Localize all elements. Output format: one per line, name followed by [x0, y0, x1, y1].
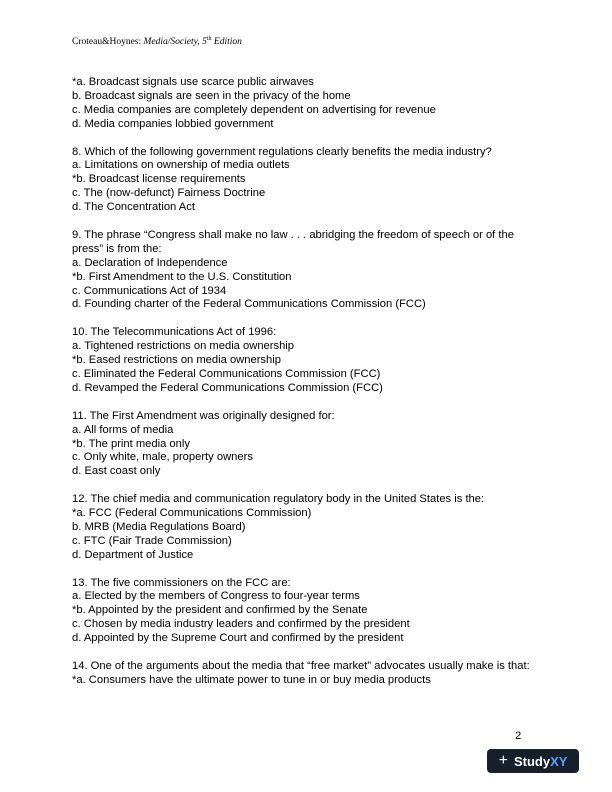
running-header	[72, 37, 242, 47]
answer-option: a. Limitations on ownership of media outlets	[72, 159, 290, 172]
answer-option: b. MRB (Media Regulations Board)	[72, 520, 246, 533]
question-text: 10. The Telecommunications Act of 1996:	[72, 326, 277, 339]
header-authors: Croteau&Hoynes:	[72, 37, 142, 47]
answer-option: c. Communications Act of 1934	[72, 284, 227, 297]
question-text: 12. The chief media and communication regulatory body in the United States is the:	[72, 493, 485, 506]
answer-option: d. Founding charter of the Federal Communications Commission (FCC)	[72, 298, 426, 311]
answer-option: d. The Concentration Act	[72, 201, 195, 214]
question-text: 13. The five commissioners on the FCC are:	[72, 576, 291, 589]
answer-option: d. Appointed by the Supreme Court and confirmed by the president	[72, 632, 404, 645]
answer-option: d. Revamped the Federal Communications Commission (FCC)	[72, 381, 383, 394]
answer-option: *a. Broadcast signals use scarce public airwaves	[72, 76, 314, 88]
answer-option: *b. Broadcast license requirements	[72, 173, 246, 186]
answer-option: c. The (now-defunct) Fairness Doctrine	[72, 187, 266, 200]
answer-option: *b. Eased restrictions on media ownership	[72, 354, 281, 367]
answer-option: c. FTC (Fair Trade Commission)	[72, 534, 232, 547]
question-text: 8. Which of the following government regulations clearly benefits the media industry?	[72, 145, 492, 158]
question-block	[72, 76, 542, 132]
answer-option: *a. FCC (Federal Communications Commission)	[72, 507, 312, 520]
header-edition-word: Edition	[213, 37, 242, 47]
answer-option: c. Eliminated the Federal Communications Commission (FCC)	[72, 367, 381, 380]
answer-option: d. Department of Justice	[72, 548, 194, 561]
answer-option: b. Broadcast signals are seen in the privacy of the home	[72, 89, 351, 102]
answer-option: c. Chosen by media industry leaders and confirmed by the president	[72, 618, 410, 631]
page-number: 2	[515, 730, 522, 742]
question-block	[72, 577, 542, 647]
logo-text-xy: XY	[550, 753, 568, 769]
header-edition-number: 5	[202, 37, 207, 47]
header-book-title: Media/Society,	[143, 37, 200, 47]
answer-option: a. Declaration of Independence	[72, 256, 228, 269]
question-block	[72, 410, 542, 480]
header-edition-superscript: th	[206, 35, 212, 42]
question-text: 9. The phrase “Congress shall make no law . . . abridging the freedom of speech or of the press” is from the:	[72, 228, 514, 255]
plus-icon: +	[498, 752, 508, 769]
answer-option: *b. Appointed by the president and confirmed by the Senate	[72, 604, 368, 617]
answer-option: d. East coast only	[72, 465, 161, 478]
question-block	[72, 326, 542, 396]
answer-option: c. Only white, male, property owners	[72, 451, 253, 464]
answer-option: d. Media companies lobbied government	[72, 117, 274, 130]
question-block	[72, 493, 542, 563]
question-block	[72, 229, 542, 312]
question-block	[72, 660, 542, 688]
document-body	[72, 76, 542, 702]
studyxy-logo-text	[514, 754, 567, 769]
question-text: 11. The First Amendment was originally designed for:	[72, 409, 335, 422]
studyxy-badge[interactable]	[487, 749, 579, 773]
answer-option: *b. The print media only	[72, 437, 190, 450]
answer-option: a. All forms of media	[72, 423, 174, 436]
logo-text-study: Study	[513, 753, 551, 769]
answer-option: c. Media companies are completely dependent on advertising for revenue	[72, 103, 436, 116]
answer-option: a. Elected by the members of Congress to four-year terms	[72, 590, 360, 603]
answer-option: *b. First Amendment to the U.S. Constitution	[72, 270, 292, 283]
answer-option: a. Tightened restrictions on media ownership	[72, 340, 295, 353]
question-block	[72, 146, 542, 216]
question-text: 14. One of the arguments about the media that “free market” advocates usually make is that:	[72, 659, 530, 672]
answer-option: *a. Consumers have the ultimate power to tune in or buy media products	[72, 673, 431, 686]
